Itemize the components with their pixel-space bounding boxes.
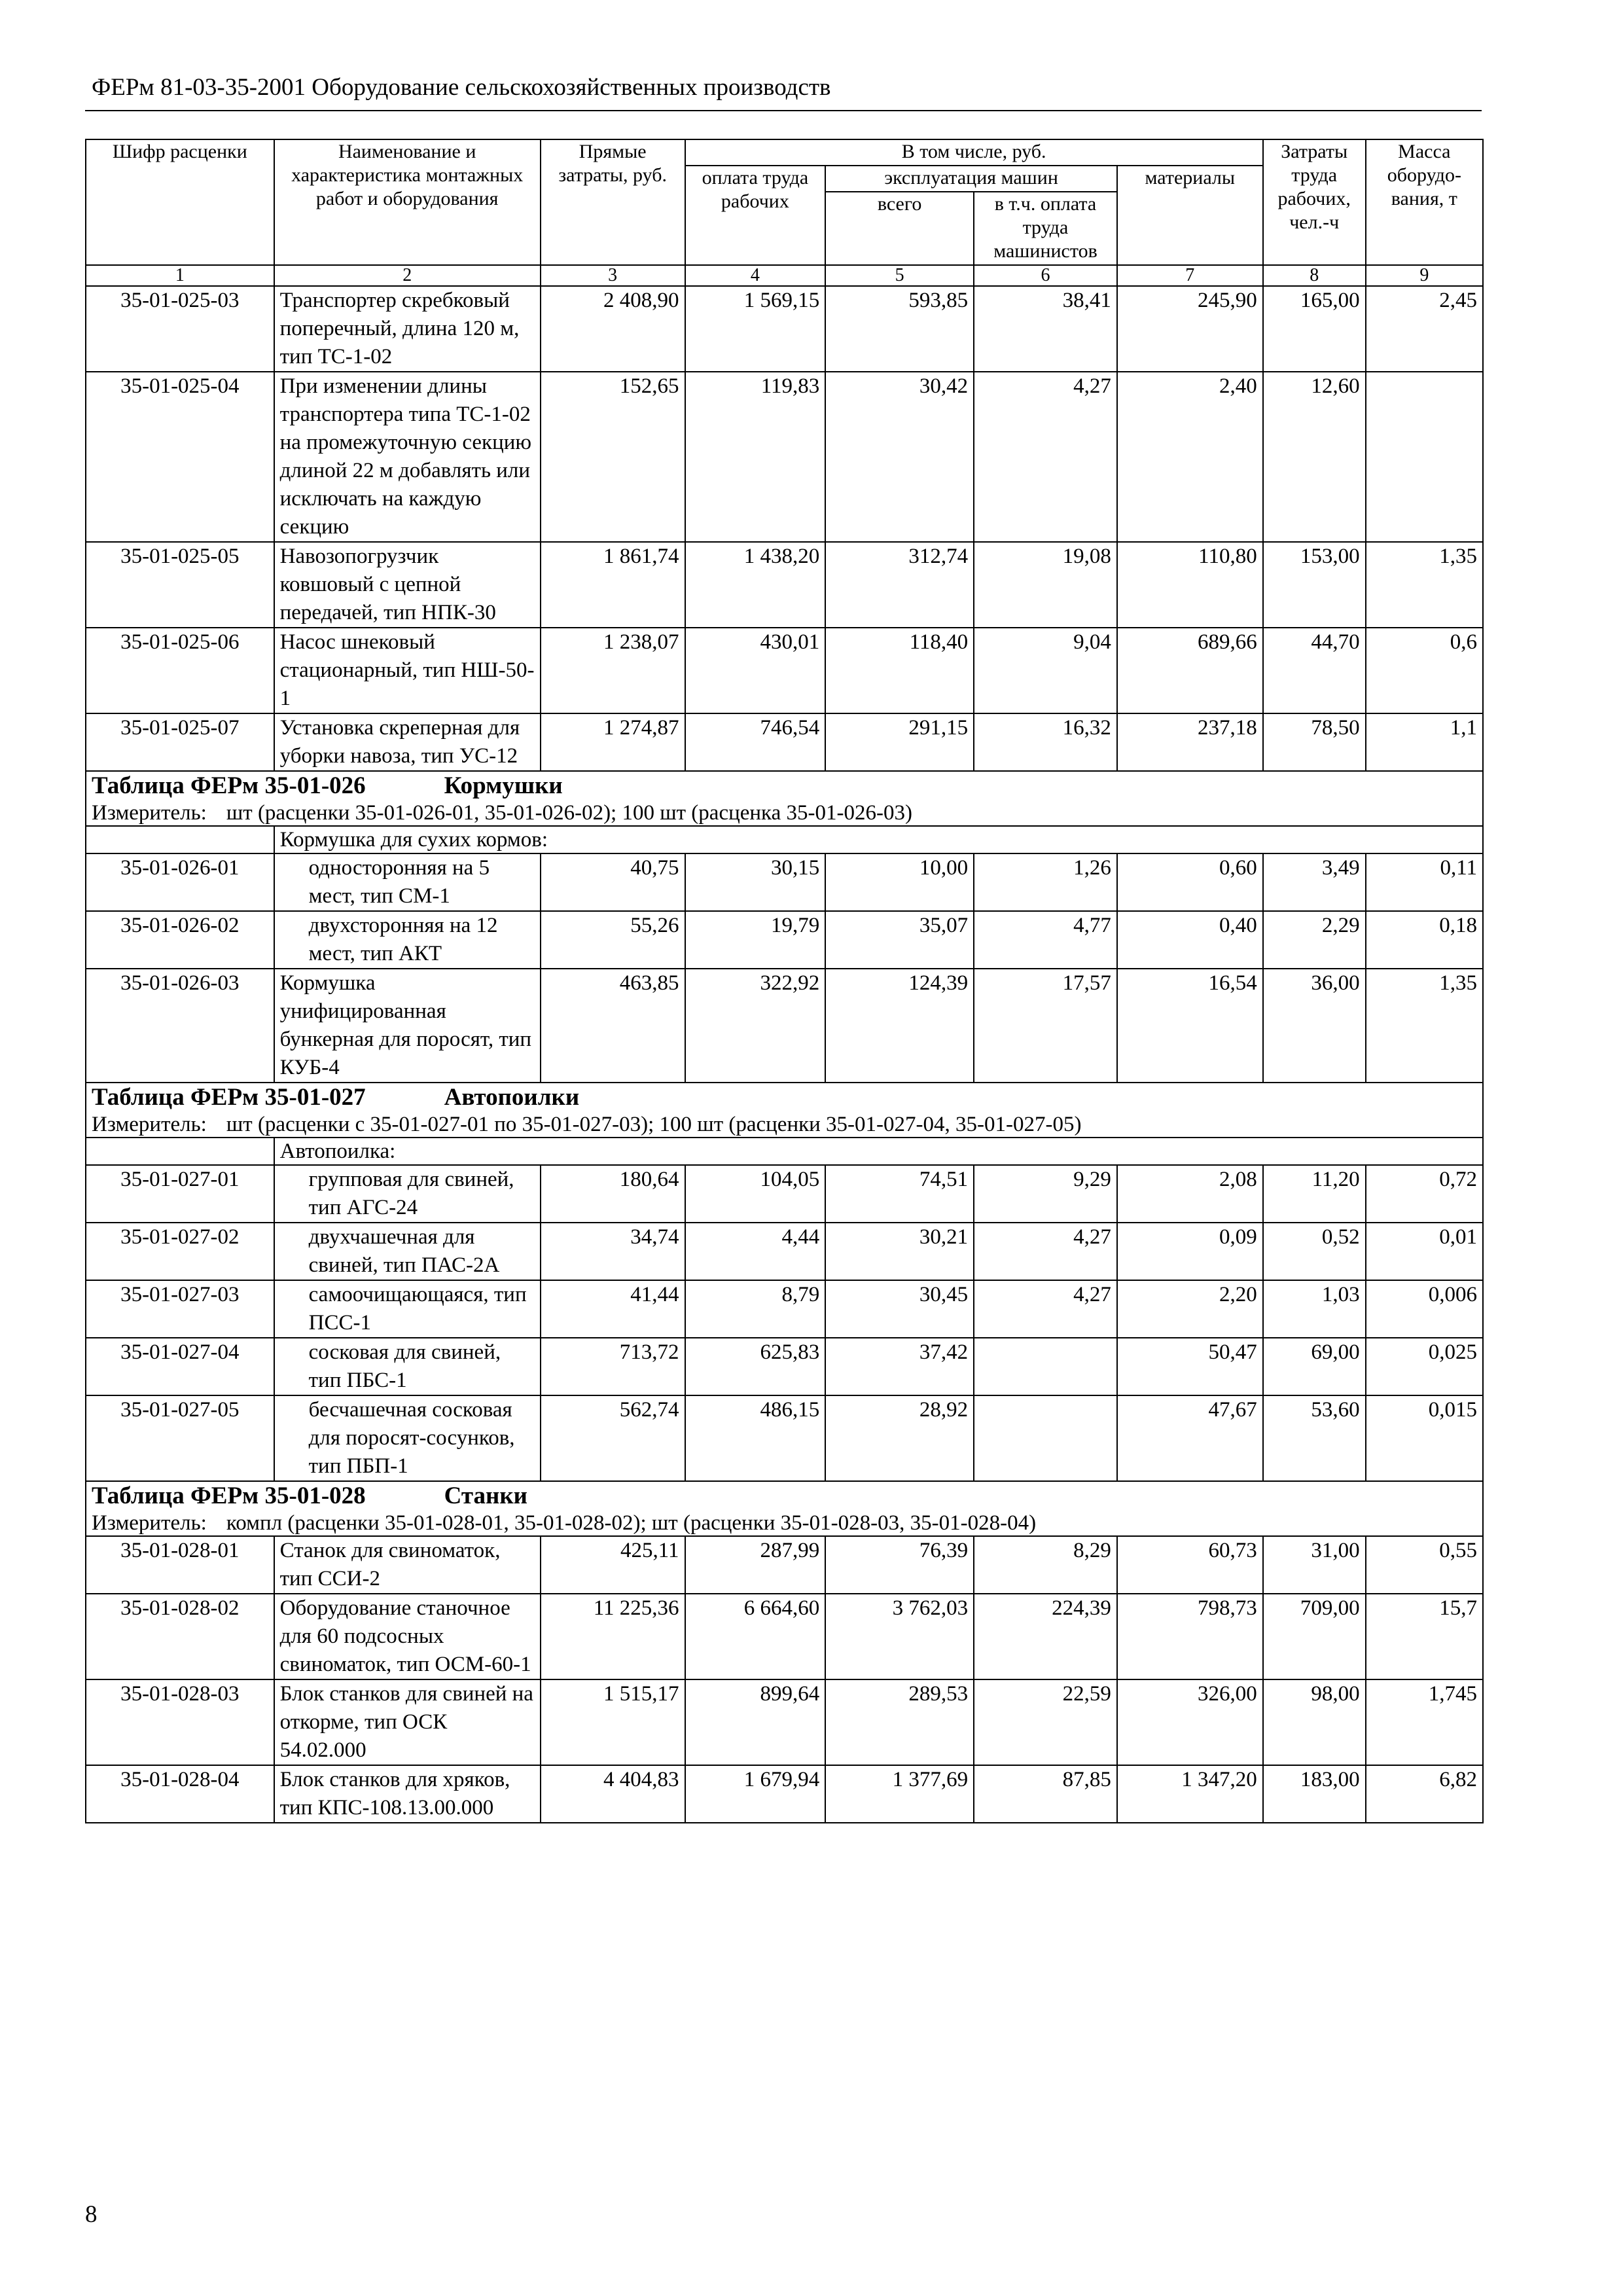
machine-total: 10,00 bbox=[825, 853, 974, 911]
rate-code: 35-01-027-03 bbox=[86, 1280, 274, 1338]
labor-hours: 1,03 bbox=[1263, 1280, 1366, 1338]
labor-hours: 53,60 bbox=[1263, 1395, 1366, 1481]
rate-name: двухчашечная для свиней, тип ПАС-2А bbox=[274, 1223, 541, 1280]
column-number: 8 bbox=[1263, 265, 1366, 286]
machine-total: 1 377,69 bbox=[825, 1765, 974, 1823]
equipment-mass: 1,35 bbox=[1366, 969, 1483, 1083]
rate-name: Насос шнековый стационарный, тип НШ-50-1 bbox=[274, 628, 541, 713]
machine-total: 37,42 bbox=[825, 1338, 974, 1395]
direct-costs: 1 515,17 bbox=[541, 1679, 685, 1765]
equipment-mass: 0,025 bbox=[1366, 1338, 1483, 1395]
table-row bbox=[86, 969, 1483, 1083]
direct-costs: 11 225,36 bbox=[541, 1594, 685, 1679]
table-row bbox=[86, 1280, 1483, 1338]
direct-costs: 180,64 bbox=[541, 1165, 685, 1223]
equipment-mass: 0,11 bbox=[1366, 853, 1483, 911]
direct-costs: 55,26 bbox=[541, 911, 685, 969]
equipment-mass: 0,01 bbox=[1366, 1223, 1483, 1280]
equipment-mass: 0,72 bbox=[1366, 1165, 1483, 1223]
materials: 2,40 bbox=[1117, 372, 1263, 542]
section-title: Станки bbox=[444, 1482, 527, 1509]
worker-wages: 287,99 bbox=[685, 1536, 826, 1594]
section-meter bbox=[86, 1112, 1483, 1138]
materials: 0,60 bbox=[1117, 853, 1263, 911]
materials: 798,73 bbox=[1117, 1594, 1263, 1679]
machine-total: 30,45 bbox=[825, 1280, 974, 1338]
direct-costs: 4 404,83 bbox=[541, 1765, 685, 1823]
rate-code: 35-01-025-05 bbox=[86, 542, 274, 628]
rate-name: Блок станков для свиней на откорме, тип ОСК 54.02.000 bbox=[274, 1679, 541, 1765]
rate-code: 35-01-028-04 bbox=[86, 1765, 274, 1823]
table-row bbox=[86, 542, 1483, 628]
labor-hours: 0,52 bbox=[1263, 1223, 1366, 1280]
col-labor-header: Затраты труда рабочих, чел.-ч bbox=[1263, 139, 1366, 265]
labor-hours: 12,60 bbox=[1263, 372, 1366, 542]
machinist-wages: 87,85 bbox=[974, 1765, 1117, 1823]
worker-wages: 430,01 bbox=[685, 628, 826, 713]
machinist-wages bbox=[974, 1395, 1117, 1481]
page-header-title: ФЕРм 81-03-35-2001 Оборудование сельскохозяйственных производств bbox=[92, 74, 831, 101]
worker-wages: 322,92 bbox=[685, 969, 826, 1083]
equipment-mass: 0,006 bbox=[1366, 1280, 1483, 1338]
direct-costs: 1 274,87 bbox=[541, 713, 685, 771]
table-row bbox=[86, 1536, 1483, 1594]
column-number: 7 bbox=[1117, 265, 1263, 286]
equipment-mass: 1,1 bbox=[1366, 713, 1483, 771]
direct-costs: 152,65 bbox=[541, 372, 685, 542]
rate-code: 35-01-028-01 bbox=[86, 1536, 274, 1594]
machinist-wages: 224,39 bbox=[974, 1594, 1117, 1679]
machine-total: 30,42 bbox=[825, 372, 974, 542]
rate-name: бесчашечная сосковая для поросят-сосунков, тип ПБП-1 bbox=[274, 1395, 541, 1481]
col-incl-header: В том числе, руб. bbox=[685, 139, 1263, 166]
meter-label: Измеритель: bbox=[92, 801, 207, 825]
col-name-header: Наименование и характеристика монтажных работ и оборудования bbox=[274, 139, 541, 265]
meter-text: компл (расценки 35-01-028-01, 35-01-028-02); шт (расценки 35-01-028-03, 35-01-028-04) bbox=[226, 1511, 1037, 1535]
machine-total: 289,53 bbox=[825, 1679, 974, 1765]
rate-code: 35-01-028-03 bbox=[86, 1679, 274, 1765]
table-row bbox=[86, 286, 1483, 372]
labor-hours: 165,00 bbox=[1263, 286, 1366, 372]
direct-costs: 40,75 bbox=[541, 853, 685, 911]
machinist-wages: 4,77 bbox=[974, 911, 1117, 969]
materials: 326,00 bbox=[1117, 1679, 1263, 1765]
direct-costs: 34,74 bbox=[541, 1223, 685, 1280]
direct-costs: 425,11 bbox=[541, 1536, 685, 1594]
materials: 1 347,20 bbox=[1117, 1765, 1263, 1823]
rate-name: групповая для свиней, тип АГС-24 bbox=[274, 1165, 541, 1223]
labor-hours: 2,29 bbox=[1263, 911, 1366, 969]
machine-total: 124,39 bbox=[825, 969, 974, 1083]
col-code-header: Шифр расценки bbox=[86, 139, 274, 265]
rate-name: Станок для свиноматок, тип ССИ-2 bbox=[274, 1536, 541, 1594]
section-header bbox=[86, 1481, 1483, 1511]
worker-wages: 1 438,20 bbox=[685, 542, 826, 628]
rate-code: 35-01-026-01 bbox=[86, 853, 274, 911]
machine-total: 593,85 bbox=[825, 286, 974, 372]
rate-code: 35-01-025-07 bbox=[86, 713, 274, 771]
section-header bbox=[86, 771, 1483, 800]
machinist-wages bbox=[974, 1338, 1117, 1395]
rate-code: 35-01-026-03 bbox=[86, 969, 274, 1083]
labor-hours: 98,00 bbox=[1263, 1679, 1366, 1765]
equipment-mass: 1,745 bbox=[1366, 1679, 1483, 1765]
rate-name: Оборудование станочное для 60 подсосных свиноматок, тип ОСМ-60-1 bbox=[274, 1594, 541, 1679]
machine-total: 118,40 bbox=[825, 628, 974, 713]
worker-wages: 19,79 bbox=[685, 911, 826, 969]
direct-costs: 2 408,90 bbox=[541, 286, 685, 372]
table-row bbox=[86, 1165, 1483, 1223]
rate-code: 35-01-025-06 bbox=[86, 628, 274, 713]
labor-hours: 153,00 bbox=[1263, 542, 1366, 628]
labor-hours: 3,49 bbox=[1263, 853, 1366, 911]
rate-name: сосковая для свиней, тип ПБС-1 bbox=[274, 1338, 541, 1395]
machinist-wages: 4,27 bbox=[974, 1223, 1117, 1280]
table-row bbox=[86, 628, 1483, 713]
machinist-wages: 1,26 bbox=[974, 853, 1117, 911]
materials: 110,80 bbox=[1117, 542, 1263, 628]
table-row bbox=[86, 1679, 1483, 1765]
col-materials-header: материалы bbox=[1117, 166, 1263, 265]
machine-total: 30,21 bbox=[825, 1223, 974, 1280]
equipment-mass: 6,82 bbox=[1366, 1765, 1483, 1823]
col-machines-total-header: всего bbox=[825, 192, 974, 265]
rate-name: Установка скреперная для уборки навоза, тип УС-12 bbox=[274, 713, 541, 771]
col-direct-header: Прямые затраты, руб. bbox=[541, 139, 685, 265]
labor-hours: 78,50 bbox=[1263, 713, 1366, 771]
meter-label: Измеритель: bbox=[92, 1511, 207, 1535]
machinist-wages: 22,59 bbox=[974, 1679, 1117, 1765]
column-number: 9 bbox=[1366, 265, 1483, 286]
machinist-wages: 19,08 bbox=[974, 542, 1117, 628]
labor-hours: 44,70 bbox=[1263, 628, 1366, 713]
direct-costs: 1 861,74 bbox=[541, 542, 685, 628]
empty-cell bbox=[86, 826, 274, 853]
worker-wages: 486,15 bbox=[685, 1395, 826, 1481]
worker-wages: 119,83 bbox=[685, 372, 826, 542]
table-row bbox=[86, 853, 1483, 911]
section-title: Автопоилки bbox=[444, 1084, 580, 1111]
machinist-wages: 16,32 bbox=[974, 713, 1117, 771]
table-row bbox=[86, 372, 1483, 542]
rate-name: самоочищающаяся, тип ПСС-1 bbox=[274, 1280, 541, 1338]
worker-wages: 899,64 bbox=[685, 1679, 826, 1765]
worker-wages: 30,15 bbox=[685, 853, 826, 911]
worker-wages: 8,79 bbox=[685, 1280, 826, 1338]
direct-costs: 463,85 bbox=[541, 969, 685, 1083]
section-meter bbox=[86, 800, 1483, 826]
machinist-wages: 17,57 bbox=[974, 969, 1117, 1083]
worker-wages: 4,44 bbox=[685, 1223, 826, 1280]
machinist-wages: 9,04 bbox=[974, 628, 1117, 713]
rate-code: 35-01-026-02 bbox=[86, 911, 274, 969]
worker-wages: 1 679,94 bbox=[685, 1765, 826, 1823]
equipment-mass: 2,45 bbox=[1366, 286, 1483, 372]
worker-wages: 6 664,60 bbox=[685, 1594, 826, 1679]
materials: 689,66 bbox=[1117, 628, 1263, 713]
machine-total: 76,39 bbox=[825, 1536, 974, 1594]
materials: 2,20 bbox=[1117, 1280, 1263, 1338]
table-row bbox=[86, 1594, 1483, 1679]
meter-text: шт (расценки 35-01-026-01, 35-01-026-02); 100 шт (расценка 35-01-026-03) bbox=[226, 801, 912, 825]
materials: 0,09 bbox=[1117, 1223, 1263, 1280]
labor-hours: 11,20 bbox=[1263, 1165, 1366, 1223]
direct-costs: 713,72 bbox=[541, 1338, 685, 1395]
materials: 245,90 bbox=[1117, 286, 1263, 372]
table-row bbox=[86, 911, 1483, 969]
subheading: Автопоилка: bbox=[274, 1138, 1483, 1165]
rate-code: 35-01-027-05 bbox=[86, 1395, 274, 1481]
materials: 16,54 bbox=[1117, 969, 1263, 1083]
table-row bbox=[86, 1395, 1483, 1481]
worker-wages: 625,83 bbox=[685, 1338, 826, 1395]
equipment-mass: 15,7 bbox=[1366, 1594, 1483, 1679]
subheading-row bbox=[86, 826, 1483, 853]
machinist-wages: 4,27 bbox=[974, 372, 1117, 542]
worker-wages: 104,05 bbox=[685, 1165, 826, 1223]
subheading: Кормушка для сухих кормов: bbox=[274, 826, 1483, 853]
header-rule bbox=[85, 110, 1482, 111]
section-table-id: Таблица ФЕРм 35-01-028 bbox=[92, 1482, 366, 1509]
machine-total: 35,07 bbox=[825, 911, 974, 969]
table-row bbox=[86, 1765, 1483, 1823]
rates-table bbox=[85, 139, 1484, 1823]
column-number: 5 bbox=[825, 265, 974, 286]
col-machines-header: эксплуатация машин bbox=[825, 166, 1117, 192]
direct-costs: 1 238,07 bbox=[541, 628, 685, 713]
rate-name: При изменении длины транспортера типа ТС-1-02 на промежуточную секцию длиной 22 м добавлять или исключать на каждую секцию bbox=[274, 372, 541, 542]
section-header bbox=[86, 1083, 1483, 1112]
materials: 60,73 bbox=[1117, 1536, 1263, 1594]
table-row bbox=[86, 1338, 1483, 1395]
machine-total: 3 762,03 bbox=[825, 1594, 974, 1679]
col-wages-header: оплата труда рабочих bbox=[685, 166, 826, 265]
section-table-id: Таблица ФЕРм 35-01-027 bbox=[92, 1084, 366, 1111]
machinist-wages: 9,29 bbox=[974, 1165, 1117, 1223]
rate-code: 35-01-027-01 bbox=[86, 1165, 274, 1223]
table-row bbox=[86, 713, 1483, 771]
rate-code: 35-01-028-02 bbox=[86, 1594, 274, 1679]
labor-hours: 709,00 bbox=[1263, 1594, 1366, 1679]
meter-text: шт (расценки с 35-01-027-01 по 35-01-027-03); 100 шт (расценки 35-01-027-04, 35-01-027-05) bbox=[226, 1113, 1082, 1136]
machine-total: 312,74 bbox=[825, 542, 974, 628]
machine-total: 291,15 bbox=[825, 713, 974, 771]
rate-name: Кормушка унифицированная бункерная для поросят, тип КУБ-4 bbox=[274, 969, 541, 1083]
rate-code: 35-01-027-04 bbox=[86, 1338, 274, 1395]
col-mass-header: Масса оборудо-вания, т bbox=[1366, 139, 1483, 265]
rate-name: Блок станков для хряков, тип КПС-108.13.00.000 bbox=[274, 1765, 541, 1823]
rate-code: 35-01-025-03 bbox=[86, 286, 274, 372]
section-meter bbox=[86, 1511, 1483, 1536]
empty-cell bbox=[86, 1138, 274, 1165]
worker-wages: 1 569,15 bbox=[685, 286, 826, 372]
rate-code: 35-01-027-02 bbox=[86, 1223, 274, 1280]
equipment-mass: 0,55 bbox=[1366, 1536, 1483, 1594]
rate-code: 35-01-025-04 bbox=[86, 372, 274, 542]
labor-hours: 69,00 bbox=[1263, 1338, 1366, 1395]
equipment-mass: 0,18 bbox=[1366, 911, 1483, 969]
materials: 50,47 bbox=[1117, 1338, 1263, 1395]
section-title: Кормушки bbox=[444, 772, 563, 799]
rate-name: односторонняя на 5 мест, тип СМ-1 bbox=[274, 853, 541, 911]
direct-costs: 562,74 bbox=[541, 1395, 685, 1481]
labor-hours: 36,00 bbox=[1263, 969, 1366, 1083]
table-row bbox=[86, 1223, 1483, 1280]
equipment-mass: 0,015 bbox=[1366, 1395, 1483, 1481]
machinist-wages: 8,29 bbox=[974, 1536, 1117, 1594]
machine-total: 74,51 bbox=[825, 1165, 974, 1223]
column-number: 6 bbox=[974, 265, 1117, 286]
materials: 237,18 bbox=[1117, 713, 1263, 771]
equipment-mass: 1,35 bbox=[1366, 542, 1483, 628]
machinist-wages: 4,27 bbox=[974, 1280, 1117, 1338]
direct-costs: 41,44 bbox=[541, 1280, 685, 1338]
subheading-row bbox=[86, 1138, 1483, 1165]
column-number: 4 bbox=[685, 265, 826, 286]
equipment-mass: 0,6 bbox=[1366, 628, 1483, 713]
materials: 0,40 bbox=[1117, 911, 1263, 969]
rate-name: двухсторонняя на 12 мест, тип АКТ bbox=[274, 911, 541, 969]
column-numbers-row bbox=[86, 265, 1483, 286]
column-number: 3 bbox=[541, 265, 685, 286]
machine-total: 28,92 bbox=[825, 1395, 974, 1481]
rate-name: Навозопогрузчик ковшовый с цепной передачей, тип НПК-30 bbox=[274, 542, 541, 628]
table-header bbox=[86, 139, 1483, 286]
section-table-id: Таблица ФЕРм 35-01-026 bbox=[92, 772, 366, 799]
machinist-wages: 38,41 bbox=[974, 286, 1117, 372]
materials: 47,67 bbox=[1117, 1395, 1263, 1481]
meter-label: Измеритель: bbox=[92, 1113, 207, 1136]
labor-hours: 31,00 bbox=[1263, 1536, 1366, 1594]
page-number: 8 bbox=[85, 2201, 98, 2228]
equipment-mass bbox=[1366, 372, 1483, 542]
worker-wages: 746,54 bbox=[685, 713, 826, 771]
col-machinists-wages-header: в т.ч. оплата труда машинистов bbox=[974, 192, 1117, 265]
column-number: 1 bbox=[86, 265, 274, 286]
materials: 2,08 bbox=[1117, 1165, 1263, 1223]
labor-hours: 183,00 bbox=[1263, 1765, 1366, 1823]
column-number: 2 bbox=[274, 265, 541, 286]
rate-name: Транспортер скребковый поперечный, длина 120 м, тип ТС-1-02 bbox=[274, 286, 541, 372]
